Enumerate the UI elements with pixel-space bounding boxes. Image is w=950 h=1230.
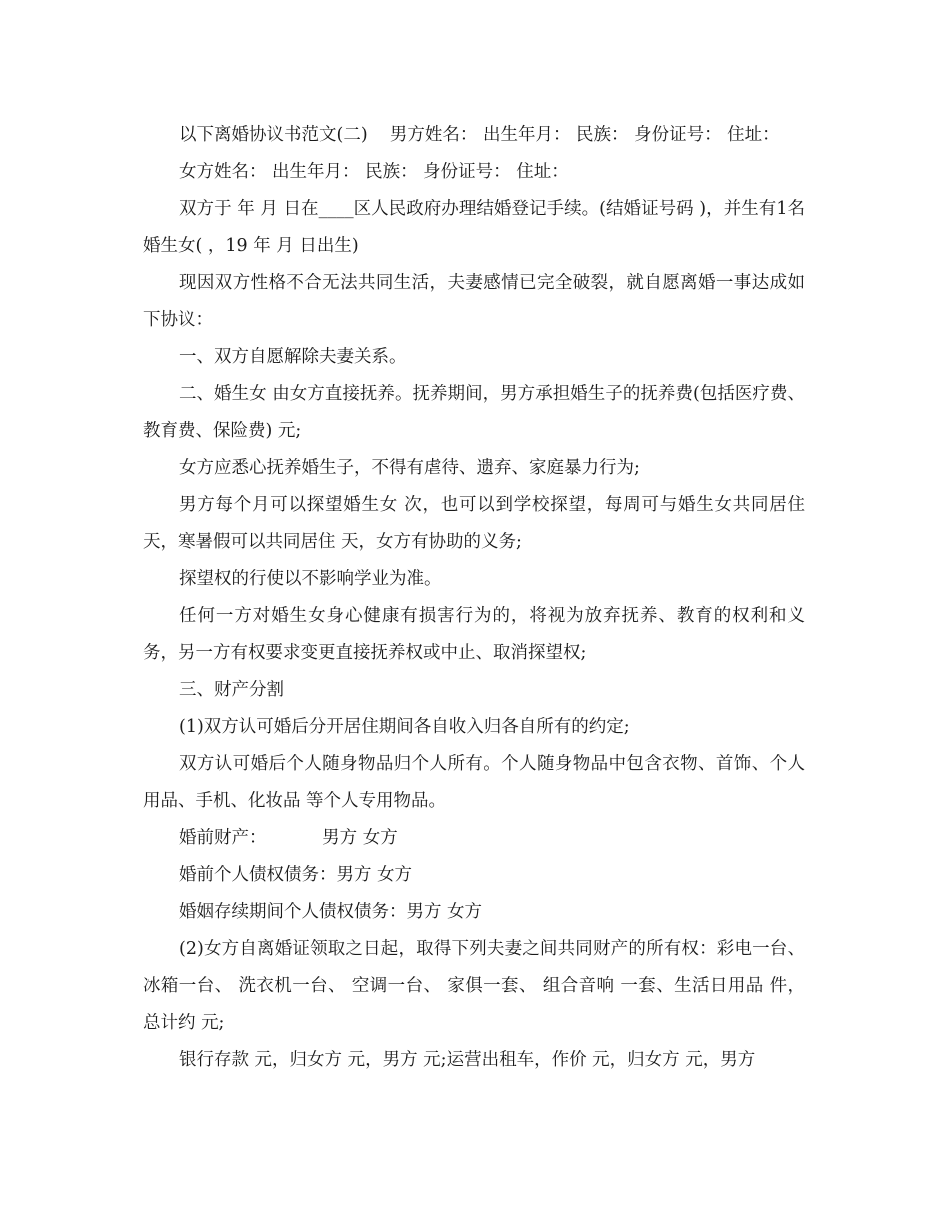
- paragraph-reason: 现因双方性格不合无法共同生活，夫妻感情已完全破裂，就自愿离婚一事达成如下协议：: [143, 273, 805, 330]
- paragraph-intro: 以下离婚协议书范文(二) 男方姓名： 出生年月： 民族： 身份证号： 住址：: [179, 125, 780, 145]
- paragraph-property-1: (1)双方认可婚后分开居住期间各自收入归各自所有的约定;: [179, 717, 630, 737]
- paragraph-clause-1: 一、双方自愿解除夫妻关系。: [179, 347, 407, 367]
- paragraph-premarital-debts: 婚前个人债权债务：男方 女方: [179, 865, 413, 885]
- document-body: [143, 117, 811, 1079]
- paragraph-marital-debts: 婚姻存续期间个人债权债务：男方 女方: [179, 902, 483, 922]
- paragraph-premarital-property: 婚前财产： 男方 女方: [179, 828, 398, 848]
- paragraph-harm-clause: 任何一方对婚生女身心健康有损害行为的，将视为放弃抚养、教育的权利和义务，另一方有权要求变更直接抚养权或中止、取消探望权;: [143, 606, 805, 663]
- paragraph-marriage-registration: 双方于 年 月 日在____区人民政府办理结婚登记手续。(结婚证号码 )，并生有1名婚生女( ，19 年 月 日出生): [143, 199, 805, 256]
- paragraph-wife-info: 女方姓名： 出生年月： 民族： 身份证号： 住址：: [179, 162, 569, 182]
- paragraph-personal-items: 双方认可婚后个人随身物品归个人所有。个人随身物品中包含衣物、首饰、个人用品、手机、化妆品 等个人专用物品。: [143, 754, 805, 811]
- paragraph-property-2: (2)女方自离婚证领取之日起，取得下列夫妻之间共同财产的所有权：彩电一台、 冰箱一台、 洗衣机一台、 空调一台、 家俱一套、 组合音响 一套、生活日用品 件，总计约 元;: [143, 939, 811, 1033]
- paragraph-visitation: 男方每个月可以探望婚生女 次，也可以到学校探望，每周可与婚生女共同居住 天，寒暑假可以共同居住 天，女方有协助的义务;: [143, 495, 811, 552]
- paragraph-bank-deposits: 银行存款 元，归女方 元，男方 元;运营出租车，作价 元，归女方 元，男方: [179, 1050, 756, 1070]
- paragraph-visitation-limit: 探望权的行使以不影响学业为准。: [179, 569, 442, 589]
- paragraph-clause-2: 二、婚生女 由女方直接抚养。抚养期间，男方承担婚生子的抚养费(包括医疗费、教育费、保险费) 元;: [143, 384, 805, 441]
- paragraph-clause-3-heading: 三、财产分割: [179, 680, 284, 700]
- paragraph-custody-duty: 女方应悉心抚养婚生子，不得有虐待、遗弃、家庭暴力行为;: [179, 458, 640, 478]
